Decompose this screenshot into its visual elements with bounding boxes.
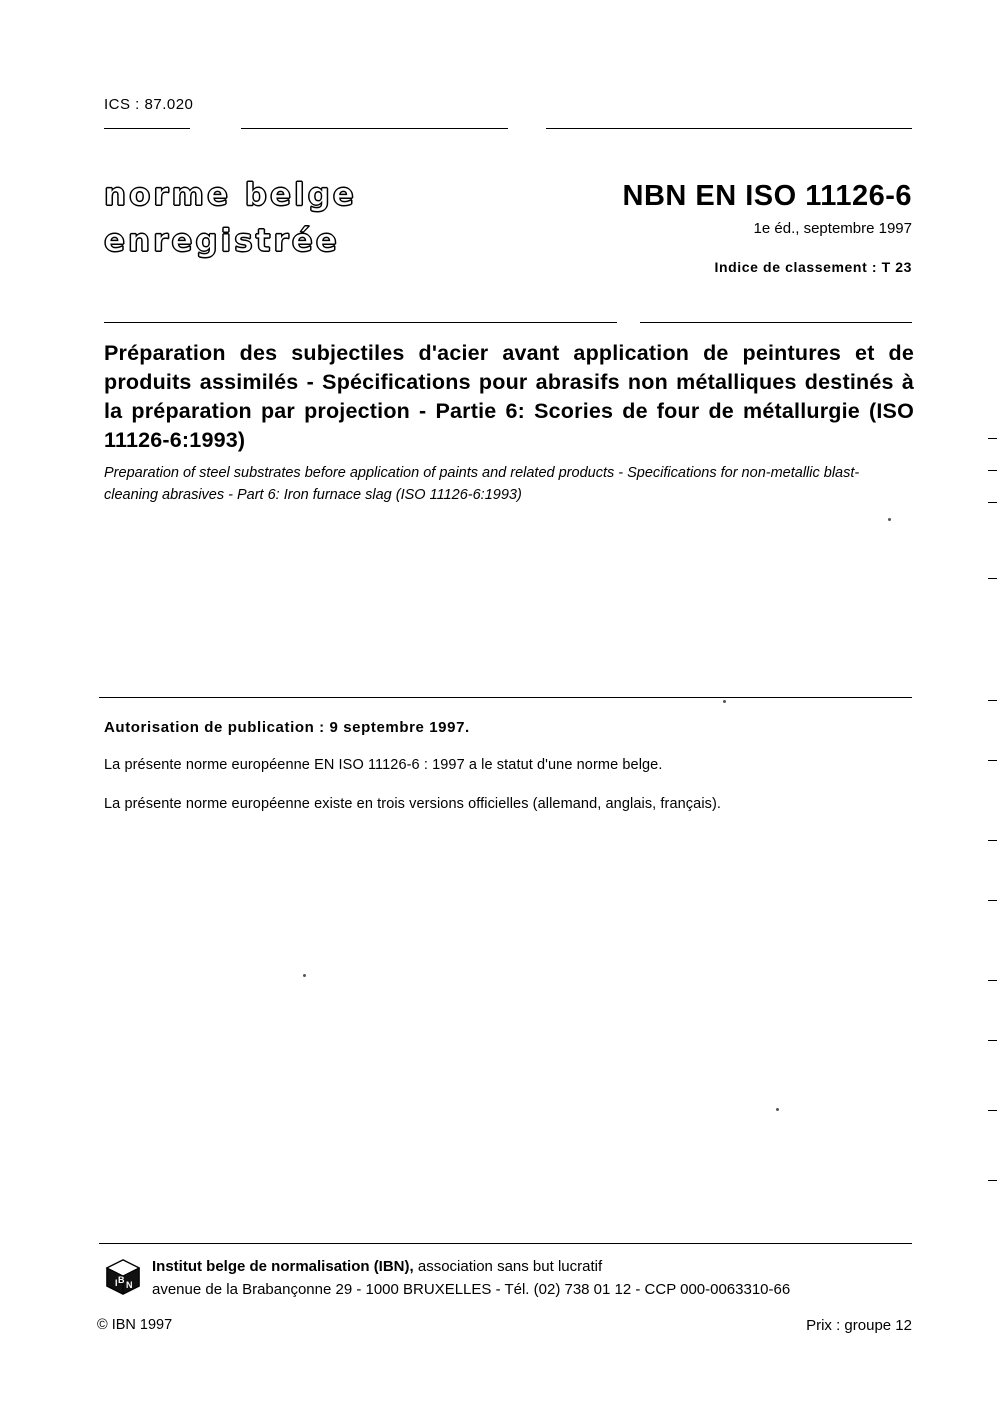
ibn-logo-icon xyxy=(104,1258,142,1296)
margin-tick xyxy=(988,502,997,503)
rule-title-left xyxy=(104,322,617,323)
standard-number: NBN EN ISO 11126-6 xyxy=(622,180,912,212)
margin-tick xyxy=(988,980,997,981)
margin-tick xyxy=(988,1040,997,1041)
footer-organisation-suffix: association sans but lucratif xyxy=(413,1258,603,1275)
ics-code: ICS : 87.020 xyxy=(104,96,194,113)
margin-tick xyxy=(988,840,997,841)
rule-footer xyxy=(99,1243,912,1244)
title-english: Preparation of steel substrates before application of paints and related products - Specifications for non-metallic blast-cleaning abrasives - Part 6: Iron furnace slag (ISO 11126-6:1993) xyxy=(104,465,860,503)
svg-text:B: B xyxy=(118,1275,125,1285)
rule-middle xyxy=(99,697,912,698)
footer-organisation xyxy=(152,1258,602,1275)
rule-ics-left xyxy=(104,128,190,129)
rule-ics-right xyxy=(546,128,912,129)
svg-text:I: I xyxy=(115,1278,118,1288)
svg-text:N: N xyxy=(126,1280,133,1290)
margin-tick xyxy=(988,900,997,901)
margin-tick xyxy=(988,700,997,701)
footer-organisation-name: Institut belge de normalisation (IBN), xyxy=(152,1258,414,1275)
standard-edition: 1e éd., septembre 1997 xyxy=(753,220,912,237)
title-french: Préparation des subjectiles d'acier avant application de peintures et de produits assimilés - Spécifications pour abrasifs non métalliques destinés à la préparation par projection - Partie 6: Scories de four de métallurgie (ISO 11126-6:1993) xyxy=(104,341,914,452)
margin-tick xyxy=(988,470,997,471)
scan-artifact-dot xyxy=(723,700,726,703)
margin-tick xyxy=(988,760,997,761)
scan-artifact-dot xyxy=(303,974,306,977)
norme-belge-logotype xyxy=(104,172,524,264)
margin-tick xyxy=(988,578,997,579)
margin-tick xyxy=(988,438,997,439)
authorisation-paragraph-2: La présente norme européenne existe en trois versions officielles (allemand, anglais, français). xyxy=(104,796,722,812)
classification-index: Indice de classement : T 23 xyxy=(714,259,912,275)
scan-artifact-dot xyxy=(888,518,891,521)
copyright-notice: © IBN 1997 xyxy=(97,1317,173,1333)
margin-tick xyxy=(988,1110,997,1111)
rule-title-right xyxy=(640,322,912,323)
outline-line-2: enregistrée xyxy=(104,223,340,259)
outline-line-1: norme belge xyxy=(104,177,357,213)
scan-artifact-dot xyxy=(776,1108,779,1111)
price-group: Prix : groupe 12 xyxy=(806,1317,912,1334)
authorisation-paragraph-1: La présente norme européenne EN ISO 11126-6 : 1997 a le statut d'une norme belge. xyxy=(104,757,663,773)
authorisation-heading: Autorisation de publication : 9 septembre 1997. xyxy=(104,719,470,736)
footer-address: avenue de la Brabançonne 29 - 1000 BRUXELLES - Tél. (02) 738 01 12 - CCP 000-0063310-66 xyxy=(152,1281,791,1298)
margin-tick xyxy=(988,1180,997,1181)
rule-ics-middle xyxy=(241,128,508,129)
